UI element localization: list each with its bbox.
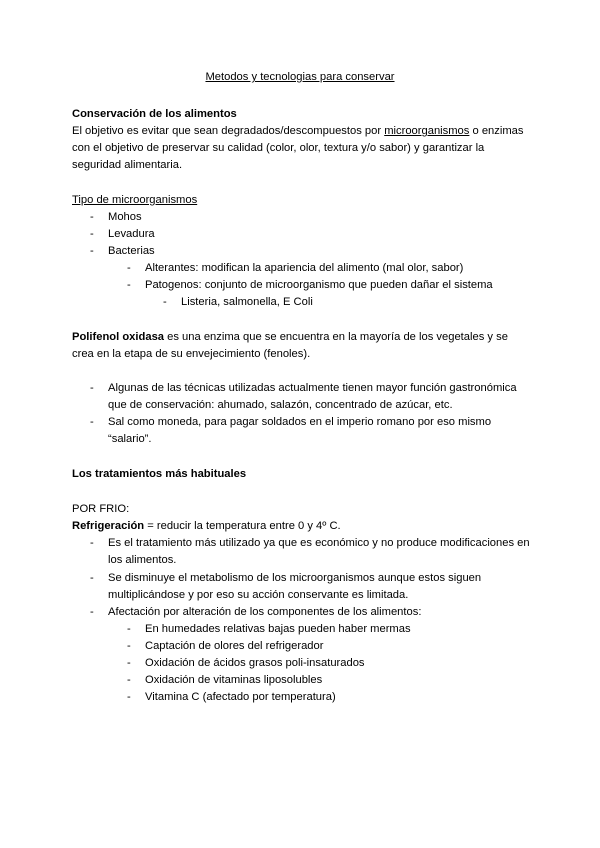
text-fragment: es una enzima que se encuentra en la mayoría de los vegetales y se <box>164 331 508 343</box>
sub-list-item: Patogenos: conjunto de microorganismo que pueden dañar el sistema <box>145 279 493 291</box>
list-item-continuation: los alimentos. <box>108 554 177 566</box>
list-item: Bacterias <box>108 245 155 257</box>
sub-sub-list-item: Listeria, salmonella, E Coli <box>181 296 313 308</box>
list-item-continuation: multiplicándose y por eso su acción conservante es limitada. <box>108 589 409 601</box>
bullet-dash: - <box>127 623 131 635</box>
subheading-por-frio: POR FRIO: <box>72 503 130 515</box>
bullet-dash: - <box>90 572 94 584</box>
bullet-dash: - <box>90 416 94 428</box>
bullet-dash: - <box>127 674 131 686</box>
bullet-dash: - <box>163 296 167 308</box>
text-fragment: o enzimas <box>469 125 524 137</box>
underlined-term: microorganismos <box>384 125 470 137</box>
sub-list-item: Oxidación de vitaminas liposolubles <box>145 674 323 686</box>
bullet-dash: - <box>90 211 94 223</box>
list-item: Algunas de las técnicas utilizadas actualmente tienen mayor función gastronómica <box>108 382 517 394</box>
paragraph-line <box>72 329 508 346</box>
document-title: Metodos y tecnologias para conservar <box>205 71 395 83</box>
list-item: Es el tratamiento más utilizado ya que es económico y no produce modificaciones en <box>108 537 530 549</box>
paragraph-line <box>72 123 524 140</box>
paragraph-line: con el objetivo de preservar su calidad (color, olor, textura y/o sabor) y garantizar la <box>72 142 485 154</box>
sub-list-item: Vitamina C (afectado por temperatura) <box>145 691 336 703</box>
paragraph-line: seguridad alimentaria. <box>72 159 183 171</box>
section-heading-microorganismos: Tipo de microorganismos <box>72 194 198 206</box>
paragraph-line: crea en la etapa de su envejecimiento (fenoles). <box>72 348 311 360</box>
sub-list-item: Oxidación de ácidos grasos poli-insaturados <box>145 657 365 669</box>
section-heading-conservacion: Conservación de los alimentos <box>72 108 237 120</box>
list-item: Sal como moneda, para pagar soldados en el imperio romano por eso mismo <box>108 416 492 428</box>
list-item: Se disminuye el metabolismo de los microorganismos aunque estos siguen <box>108 572 482 584</box>
bold-term: Refrigeración <box>72 520 145 532</box>
bullet-dash: - <box>127 657 131 669</box>
text-fragment: El objetivo es evitar que sean degradados/descompuestos por <box>72 125 385 137</box>
section-heading-tratamientos: Los tratamientos más habituales <box>72 468 247 480</box>
bullet-dash: - <box>90 606 94 618</box>
list-item: Levadura <box>108 228 155 240</box>
sub-list-item: Captación de olores del refrigerador <box>145 640 324 652</box>
bullet-dash: - <box>127 640 131 652</box>
bullet-dash: - <box>90 245 94 257</box>
text-fragment: = reducir la temperatura entre 0 y 4º C. <box>144 520 341 532</box>
list-item-continuation: que de conservación: ahumado, salazón, concentrado de azúcar, etc. <box>108 399 453 411</box>
bullet-dash: - <box>127 262 131 274</box>
list-item: Mohos <box>108 211 142 223</box>
sub-list-item: Alterantes: modifican la apariencia del alimento (mal olor, sabor) <box>145 262 464 274</box>
bullet-dash: - <box>90 537 94 549</box>
bullet-dash: - <box>90 382 94 394</box>
bullet-dash: - <box>90 228 94 240</box>
bullet-dash: - <box>127 691 131 703</box>
list-item: Afectación por alteración de los componentes de los alimentos: <box>108 606 422 618</box>
sub-list-item: En humedades relativas bajas pueden haber mermas <box>145 623 411 635</box>
bullet-dash: - <box>127 279 131 291</box>
list-item-continuation: “salario”. <box>108 433 152 445</box>
paragraph-line <box>72 518 341 535</box>
bold-term: Polifenol oxidasa <box>72 331 165 343</box>
